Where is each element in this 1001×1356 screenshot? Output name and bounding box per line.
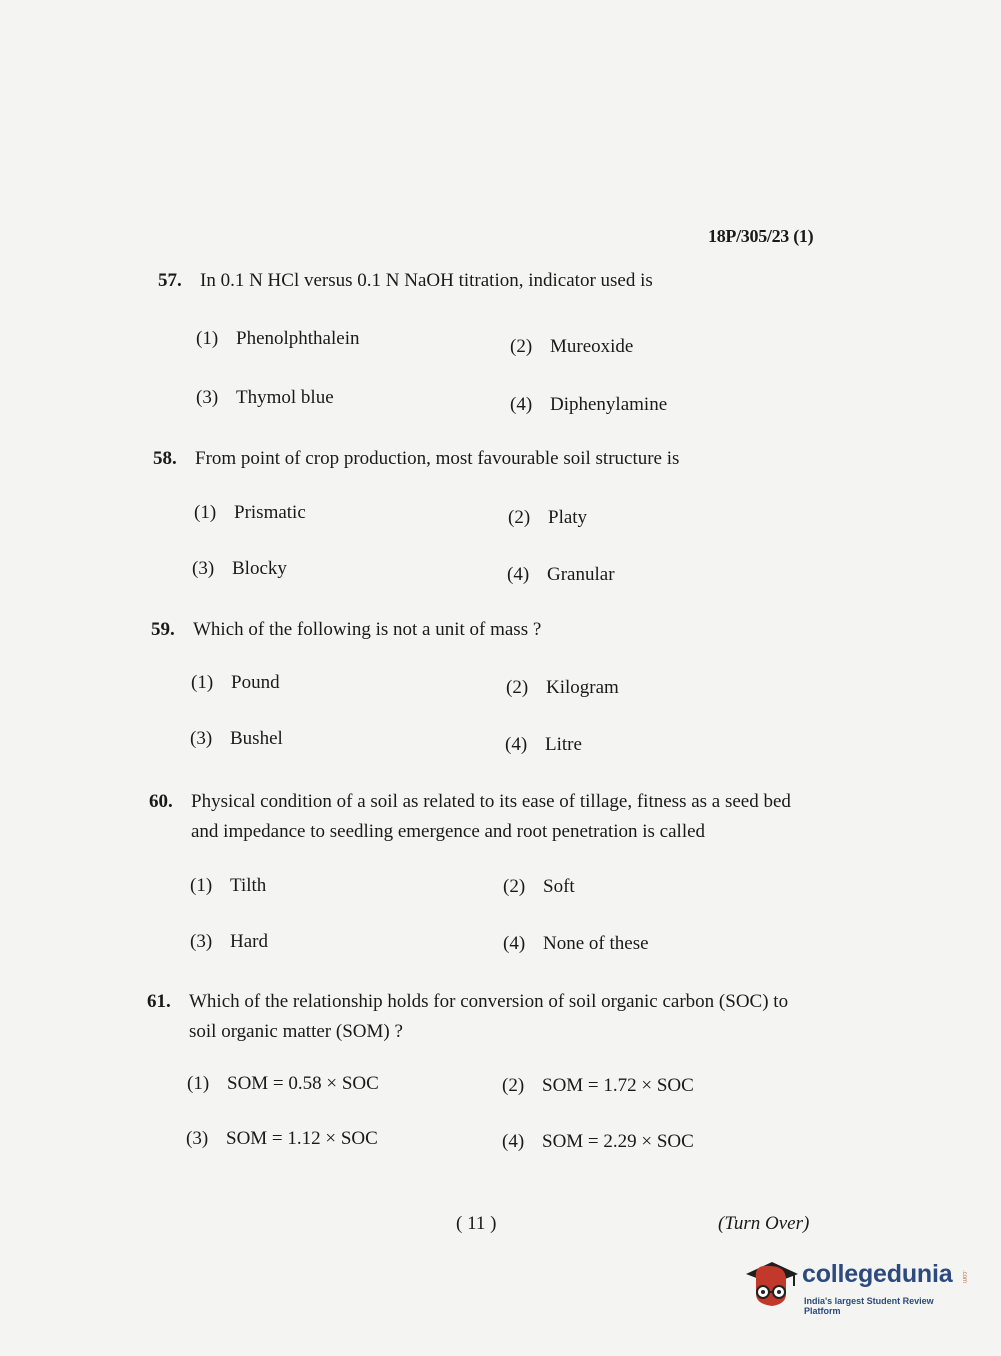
mascot-graduation-cap-icon xyxy=(742,1254,800,1314)
option-2: (2) SOM = 1.72 × SOC xyxy=(502,1075,694,1096)
option-3: (3) Blocky xyxy=(192,558,287,579)
question-number: 60. xyxy=(149,791,173,812)
question-text: In 0.1 N HCl versus 0.1 N NaOH titration, indicator used is xyxy=(200,270,653,291)
question-60 xyxy=(149,787,809,847)
option-3: (3) Bushel xyxy=(190,728,283,749)
option-2: (2) Platy xyxy=(508,507,588,528)
option-1: (1) Tilth xyxy=(190,875,267,896)
option-4: (4) Granular xyxy=(507,564,615,585)
option-1: (1) Phenolphthalein xyxy=(196,328,360,349)
option-2: (2) Mureoxide xyxy=(510,336,634,357)
option-3: (3) Thymol blue xyxy=(196,387,334,408)
logo-wordmark: collegedunia xyxy=(802,1260,953,1288)
option-4: (4) Diphenylamine xyxy=(510,394,668,415)
logo-tagline: India's largest Student Review Platform xyxy=(804,1296,934,1316)
option-3: (3) SOM = 1.12 × SOC xyxy=(186,1128,378,1149)
option-4: (4) Litre xyxy=(505,734,582,755)
option-4: (4) SOM = 2.29 × SOC xyxy=(502,1131,694,1152)
option-1: (1) SOM = 0.58 × SOC xyxy=(187,1073,379,1094)
page-number: ( 11 ) xyxy=(456,1213,497,1234)
question-59 xyxy=(151,615,811,645)
question-number: 57. xyxy=(158,270,182,291)
option-1: (1) Pound xyxy=(191,672,280,693)
option-1: (1) Prismatic xyxy=(194,502,306,523)
option-2: (2) Soft xyxy=(503,876,575,897)
question-number: 58. xyxy=(153,448,177,469)
turn-over-note: (Turn Over) xyxy=(718,1213,810,1234)
question-number: 61. xyxy=(147,991,171,1012)
logo-suffix: .com xyxy=(961,1270,967,1284)
question-text: Physical condition of a soil as related to its ease of tillage, fitness as a seed bed and impedance to seedling emergence and root penetration is called xyxy=(191,791,791,842)
option-2: (2) Kilogram xyxy=(506,677,619,698)
question-58 xyxy=(153,444,813,474)
question-text: Which of the following is not a unit of mass ? xyxy=(193,619,542,640)
question-text: From point of crop production, most favourable soil structure is xyxy=(195,448,680,469)
option-3: (3) Hard xyxy=(190,931,268,952)
option-4: (4) None of these xyxy=(503,933,649,954)
question-57 xyxy=(158,266,818,296)
question-number: 59. xyxy=(151,619,175,640)
question-text: Which of the relationship holds for conversion of soil organic carbon (SOC) to soil organic matter (SOM) ? xyxy=(189,991,789,1042)
collegedunia-logo xyxy=(742,1254,972,1320)
question-61 xyxy=(147,987,807,1047)
paper-code: 18P/305/23 (1) xyxy=(708,226,814,246)
